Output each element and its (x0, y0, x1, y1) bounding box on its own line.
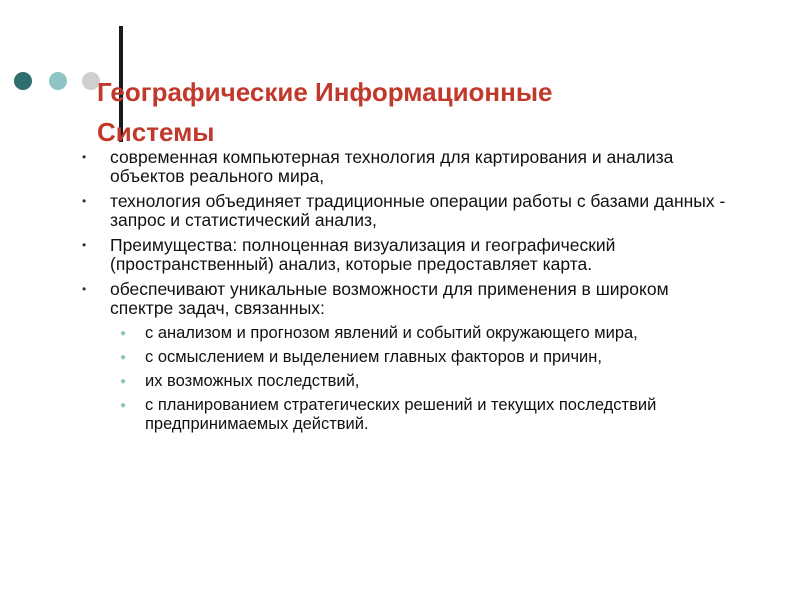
sub-list-item (110, 348, 732, 367)
list-item-text: технология объединяет традиционные операции работы с базами данных - запрос и статистический анализ, (110, 191, 726, 230)
list-item-text: Преимущества: полноценная визуализация и географический (пространственный) анализ, которые предоставляет карта. (110, 235, 616, 274)
bullet-marker: • (82, 282, 87, 296)
list-item-text: современная компьютерная технология для картирования и анализа объектов реального мира, (110, 147, 674, 186)
bullet-marker: • (82, 238, 87, 252)
slide-title-line-1: Географические Информационные (97, 77, 553, 107)
sub-list-item (110, 396, 732, 434)
bullet-marker: • (82, 150, 87, 164)
list-item (82, 236, 732, 274)
bullet-marker: • (82, 194, 87, 208)
list-item (82, 148, 732, 186)
list-item-text: обеспечивают уникальные возможности для применения в широком спектре задач, связанных: (110, 279, 669, 318)
sub-list-item-text: с планированием стратегических решений и текущих последствий предпринимаемых действий. (145, 396, 657, 433)
sub-bullet-marker: ● (120, 400, 127, 411)
list-item (82, 192, 732, 230)
sub-list-item (110, 372, 732, 391)
slide-title-line-2: Системы (97, 117, 215, 147)
sub-bullet-marker: ● (120, 376, 127, 387)
list-item (82, 280, 732, 434)
slide-title (97, 72, 717, 152)
sub-list-item (110, 324, 732, 343)
sub-bullet-marker: ● (120, 352, 127, 363)
sub-list-item-text: их возможных последствий, (145, 372, 360, 390)
bullet-list (82, 148, 732, 440)
decorative-dot-light (49, 72, 67, 90)
sub-bullet-marker: ● (120, 328, 127, 339)
decorative-dot-dark (14, 72, 32, 90)
sub-list-item-text: с осмыслением и выделением главных факторов и причин, (145, 348, 602, 366)
sub-list-item-text: с анализом и прогнозом явлений и событий окружающего мира, (145, 324, 638, 342)
sub-bullet-list (110, 324, 732, 434)
